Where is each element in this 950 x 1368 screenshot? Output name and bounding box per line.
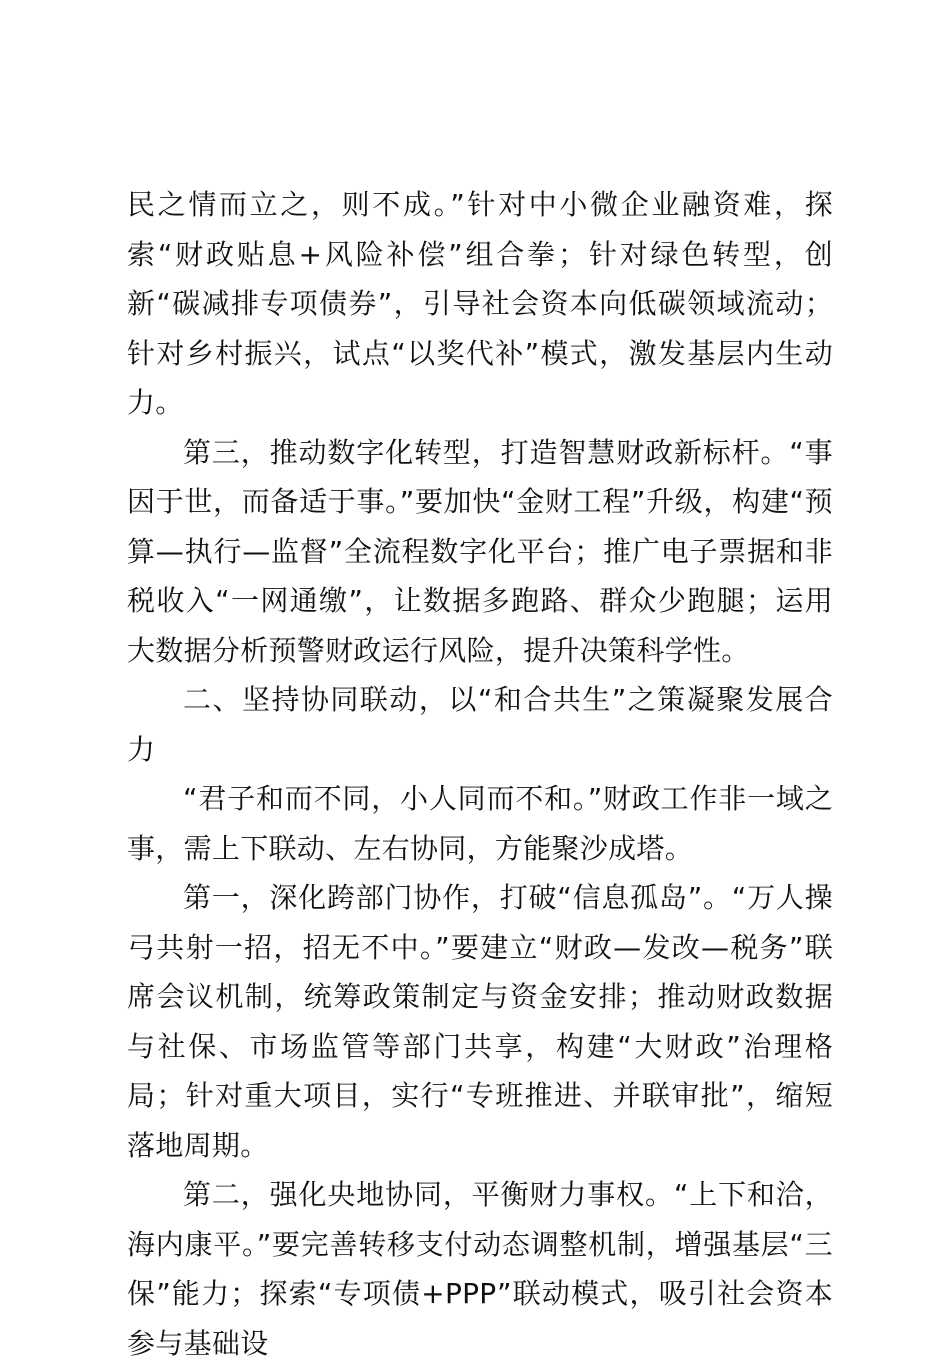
- section-heading-coordination: 二、坚持协同联动，以“和合共生”之策凝聚发展合力: [127, 683, 833, 766]
- paragraph-cross-department: 第一，深化跨部门协作，打破“信息孤岛”。“万人操弓共射一招，招无不中。”要建立“财政—发改—税务”联席会议机制，统筹政策制定与资金安排；推动财政数据与社保、市场监管等部门共享，构建“大财政”治理格局；针对重大项目，实行“专班推进、并联审批”，缩短落地周期。: [127, 881, 833, 1162]
- paragraph-digital-transformation: 第三，推动数字化转型，打造智慧财政新标杆。“事因于世，而备适于事。”要加快“金财工程”升级，构建“预算—执行—监督”全流程数字化平台；推广电子票据和非税收入“一网通缴”，让数据多跑路、群众少跑腿；运用大数据分析预警财政运行风险，提升决策科学性。: [127, 435, 833, 667]
- paragraph-central-local: 第二，强化央地协同，平衡财力事权。“上下和洽，海内康平。”要完善转移支付动态调整机制，增强基层“三保”能力；探索“专项债+PPP”联动模式，吸引社会资本参与基础设: [127, 1178, 833, 1360]
- paragraph-intro-coordination: “君子和而不同，小人同而不和。”财政工作非一域之事，需上下联动、左右协同，方能聚沙成塔。: [127, 782, 833, 865]
- paragraph-continuation: 民之情而立之，则不成。”针对中小微企业融资难，探索“财政贴息+风险补偿”组合拳；针对绿色转型，创新“碳减排专项债券”，引导社会资本向低碳领域流动；针对乡村振兴，试点“以奖代补”模式，激发基层内生动力。: [127, 188, 833, 419]
- document-body: [127, 180, 833, 1368]
